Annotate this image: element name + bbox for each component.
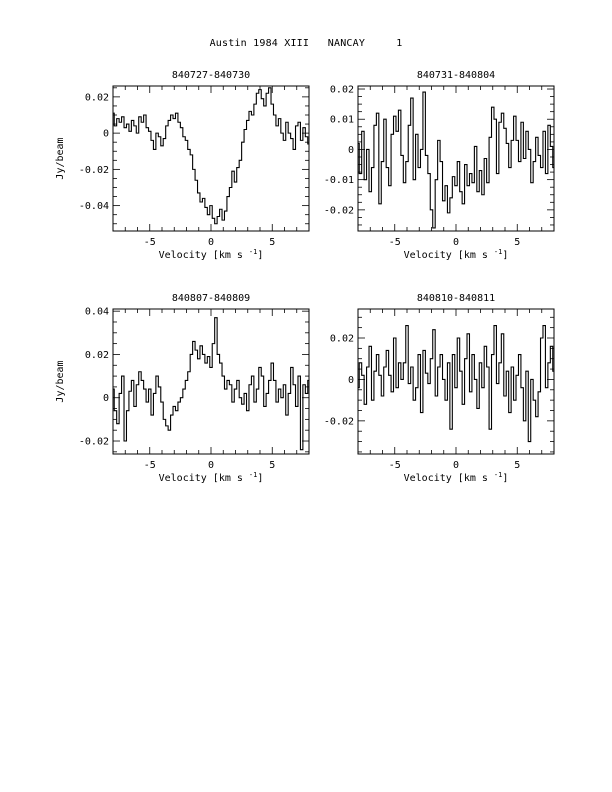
plot-frame (113, 86, 309, 231)
panel-title: 840731-840804 (416, 70, 496, 81)
y-tick-label: -0.02 (78, 436, 109, 448)
x-tick-label: -5 (143, 460, 156, 471)
y-tick-label: -0.02 (78, 164, 109, 176)
panel-title: 840807-840809 (171, 293, 251, 304)
y-tick-label: 0 (347, 374, 354, 386)
panel-4 (324, 293, 554, 484)
y-tick-label: -0.02 (323, 416, 354, 428)
plot-frame (358, 309, 554, 454)
x-tick-label: 5 (514, 460, 521, 471)
x-axis-label-exp: -1 (493, 248, 503, 256)
y-tick-label: 0 (102, 393, 109, 405)
y-tick-label: -0.02 (323, 205, 354, 217)
y-axis-label: Jy/beam (55, 360, 66, 403)
plot-frame (113, 309, 309, 454)
y-tick-label: 0.01 (329, 114, 354, 126)
x-axis-label-exp: -1 (493, 471, 503, 479)
x-axis-label-main: Velocity [km s (403, 473, 494, 484)
x-tick-label: 0 (452, 460, 460, 471)
y-tick-label: 0.02 (329, 84, 354, 96)
x-axis-label-main: Velocity [km s (158, 250, 249, 261)
page-title: Austin 1984 XIII NANCAY 1 (209, 38, 403, 49)
x-tick-label: -5 (388, 460, 401, 471)
x-tick-label: 5 (514, 237, 521, 248)
spectrum-line (358, 92, 554, 228)
panel-title: 840727-840730 (171, 70, 251, 81)
panel-3 (55, 293, 309, 484)
x-tick-label: 5 (269, 460, 276, 471)
x-axis-label (159, 248, 264, 261)
x-axis-label-main: Velocity [km s (158, 473, 249, 484)
spectrum-line (113, 318, 309, 450)
x-axis-label-main: Velocity [km s (403, 250, 494, 261)
x-tick-label: -5 (143, 237, 156, 248)
x-tick-label: 5 (269, 237, 276, 248)
x-tick-label: 0 (207, 237, 215, 248)
x-axis-label-exp: -1 (248, 471, 258, 479)
x-tick-label: 0 (452, 237, 460, 248)
y-axis-label: Jy/beam (55, 137, 66, 180)
panel-title: 840810-840811 (416, 293, 496, 304)
x-axis-label-exp: -1 (248, 248, 258, 256)
x-axis-label-close: ] (257, 250, 264, 261)
y-tick-label: -0.01 (323, 175, 354, 187)
y-tick-label: 0 (102, 128, 109, 140)
x-tick-label: 0 (207, 460, 215, 471)
spectrum-line (358, 326, 554, 442)
y-tick-label: 0.04 (84, 306, 109, 318)
spectrum-line (113, 88, 309, 224)
panel-1 (55, 70, 309, 261)
x-axis-label (404, 471, 509, 484)
x-axis-label-close: ] (502, 250, 509, 261)
y-tick-label: 0.02 (84, 349, 109, 361)
y-tick-label: 0.02 (329, 333, 354, 345)
x-axis-label (159, 471, 264, 484)
y-tick-label: 0.02 (84, 92, 109, 104)
panel-2 (324, 70, 554, 261)
x-tick-label: -5 (388, 237, 401, 248)
x-axis-label (404, 248, 509, 261)
y-tick-label: -0.04 (78, 201, 109, 213)
x-axis-label-close: ] (257, 473, 264, 484)
y-tick-label: 0 (347, 144, 354, 156)
x-axis-label-close: ] (502, 473, 509, 484)
